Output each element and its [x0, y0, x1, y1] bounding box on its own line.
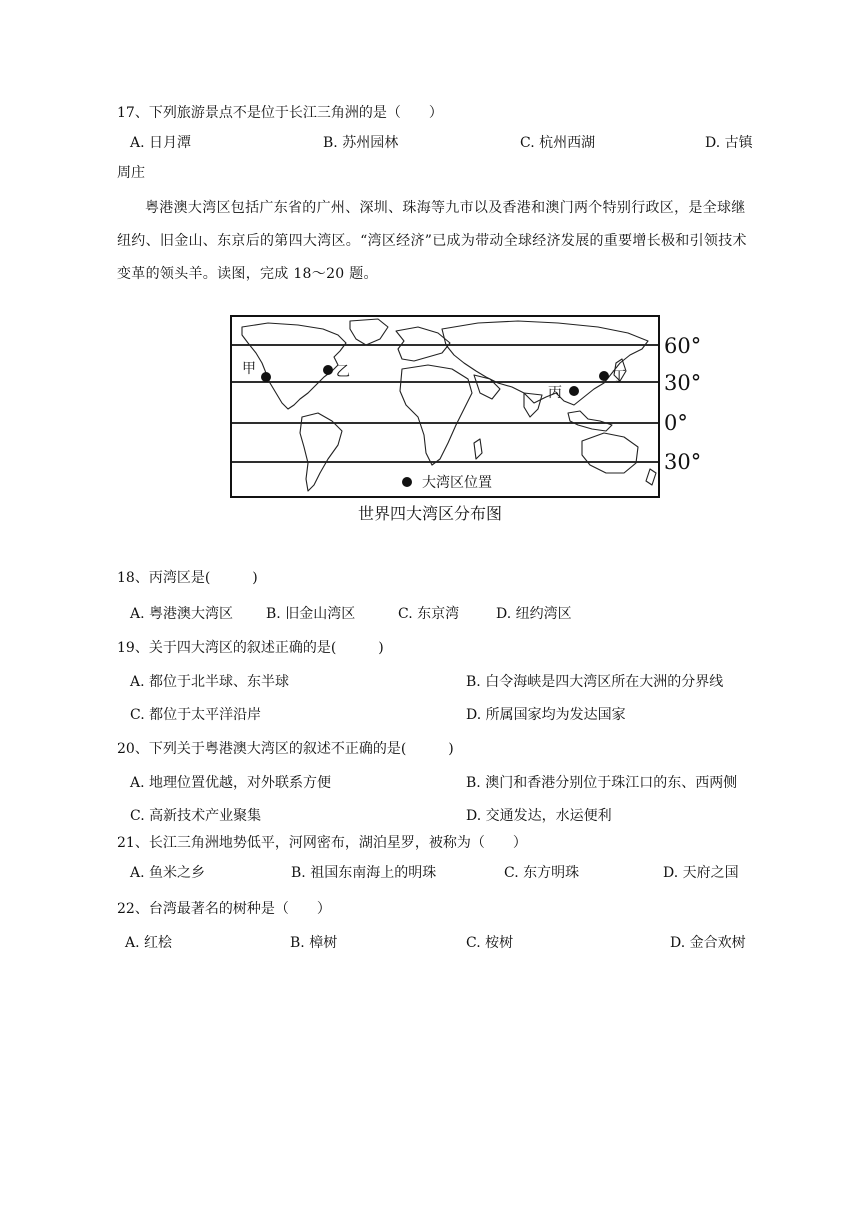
point-ding [599, 371, 609, 381]
question-22-option-d: D. 金合欢树 [670, 935, 746, 951]
world-bay-areas-map [228, 313, 708, 528]
lat-label-30n: 30° [664, 371, 702, 395]
question-17-stem: 17、下列旅游景点不是位于长江三角洲的是（ ） [117, 105, 443, 121]
legend-label: 大湾区位置 [422, 475, 492, 491]
question-20-option-b: B. 澳门和香港分别位于珠江口的东、西两侧 [466, 775, 738, 791]
lat-label-equator: 0° [664, 411, 688, 435]
legend-dot [402, 477, 412, 487]
question-22-option-b: B. 樟树 [290, 935, 338, 951]
question-22-stem: 22、台湾最著名的树种是（ ） [117, 901, 331, 917]
question-17-option-b: B. 苏州园林 [323, 135, 399, 151]
question-21-option-b: B. 祖国东南海上的明珠 [291, 865, 437, 881]
question-19-stem: 19、关于四大湾区的叙述正确的是( ) [117, 640, 384, 656]
map-caption: 世界四大湾区分布图 [358, 504, 503, 523]
point-ding-label: 丁 [612, 369, 626, 385]
point-jia-label: 甲 [242, 361, 256, 377]
question-21-option-c: C. 东方明珠 [504, 865, 580, 881]
lat-label-60n: 60° [664, 334, 702, 358]
question-22-option-c: C. 桉树 [466, 935, 514, 951]
question-20-option-c: C. 高新技术产业聚集 [130, 808, 262, 824]
question-19-option-b: B. 白令海峡是四大湾区所在大洲的分界线 [466, 674, 724, 690]
question-19-option-c: C. 都位于太平洋沿岸 [130, 707, 262, 723]
question-22-option-a: A. 红桧 [125, 935, 173, 951]
question-17-option-a: A. 日月潭 [130, 135, 192, 151]
point-yi [323, 365, 333, 375]
question-20-option-a: A. 地理位置优越，对外联系方便 [130, 775, 332, 791]
question-17-option-d: D. 古镇 [705, 135, 753, 151]
intro-paragraph: 粤港澳大湾区包括广东省的广州、深圳、珠海等九市以及香港和澳门两个特别行政区，是全球继纽约、旧金山、东京后的第四大湾区。“湾区经济”已成为带动全球经济发展的重要增长极和引领技术变革的领头羊。读图，完成 18～20 题。 [117, 200, 747, 282]
point-yi-label: 乙 [336, 364, 350, 380]
question-18-stem: 18、丙湾区是( ) [117, 570, 258, 586]
question-20-option-d: D. 交通发达，水运便利 [466, 808, 612, 824]
question-21-stem: 21、长江三角洲地势低平，河网密布，湖泊星罗，被称为（ ） [117, 835, 527, 851]
question-17-option-d-wrap: 周庄 [117, 165, 145, 181]
lat-label-30s: 30° [664, 450, 702, 474]
question-21-option-a: A. 鱼米之乡 [130, 865, 206, 881]
point-bing-label: 丙 [548, 385, 562, 401]
question-20-stem: 20、下列关于粤港澳大湾区的叙述不正确的是( ) [117, 741, 454, 757]
question-19-option-a: A. 都位于北半球、东半球 [130, 674, 290, 690]
question-18-option-a: A. 粤港澳大湾区 [130, 606, 234, 622]
question-19-option-d: D. 所属国家均为发达国家 [466, 707, 626, 723]
question-18-option-c: C. 东京湾 [398, 606, 460, 622]
question-18-option-d: D. 纽约湾区 [496, 606, 572, 622]
point-jia [261, 372, 271, 382]
point-bing [569, 386, 579, 396]
question-17-option-c: C. 杭州西湖 [520, 135, 596, 151]
question-21-option-d: D. 天府之国 [663, 865, 739, 881]
question-18-option-b: B. 旧金山湾区 [266, 606, 356, 622]
